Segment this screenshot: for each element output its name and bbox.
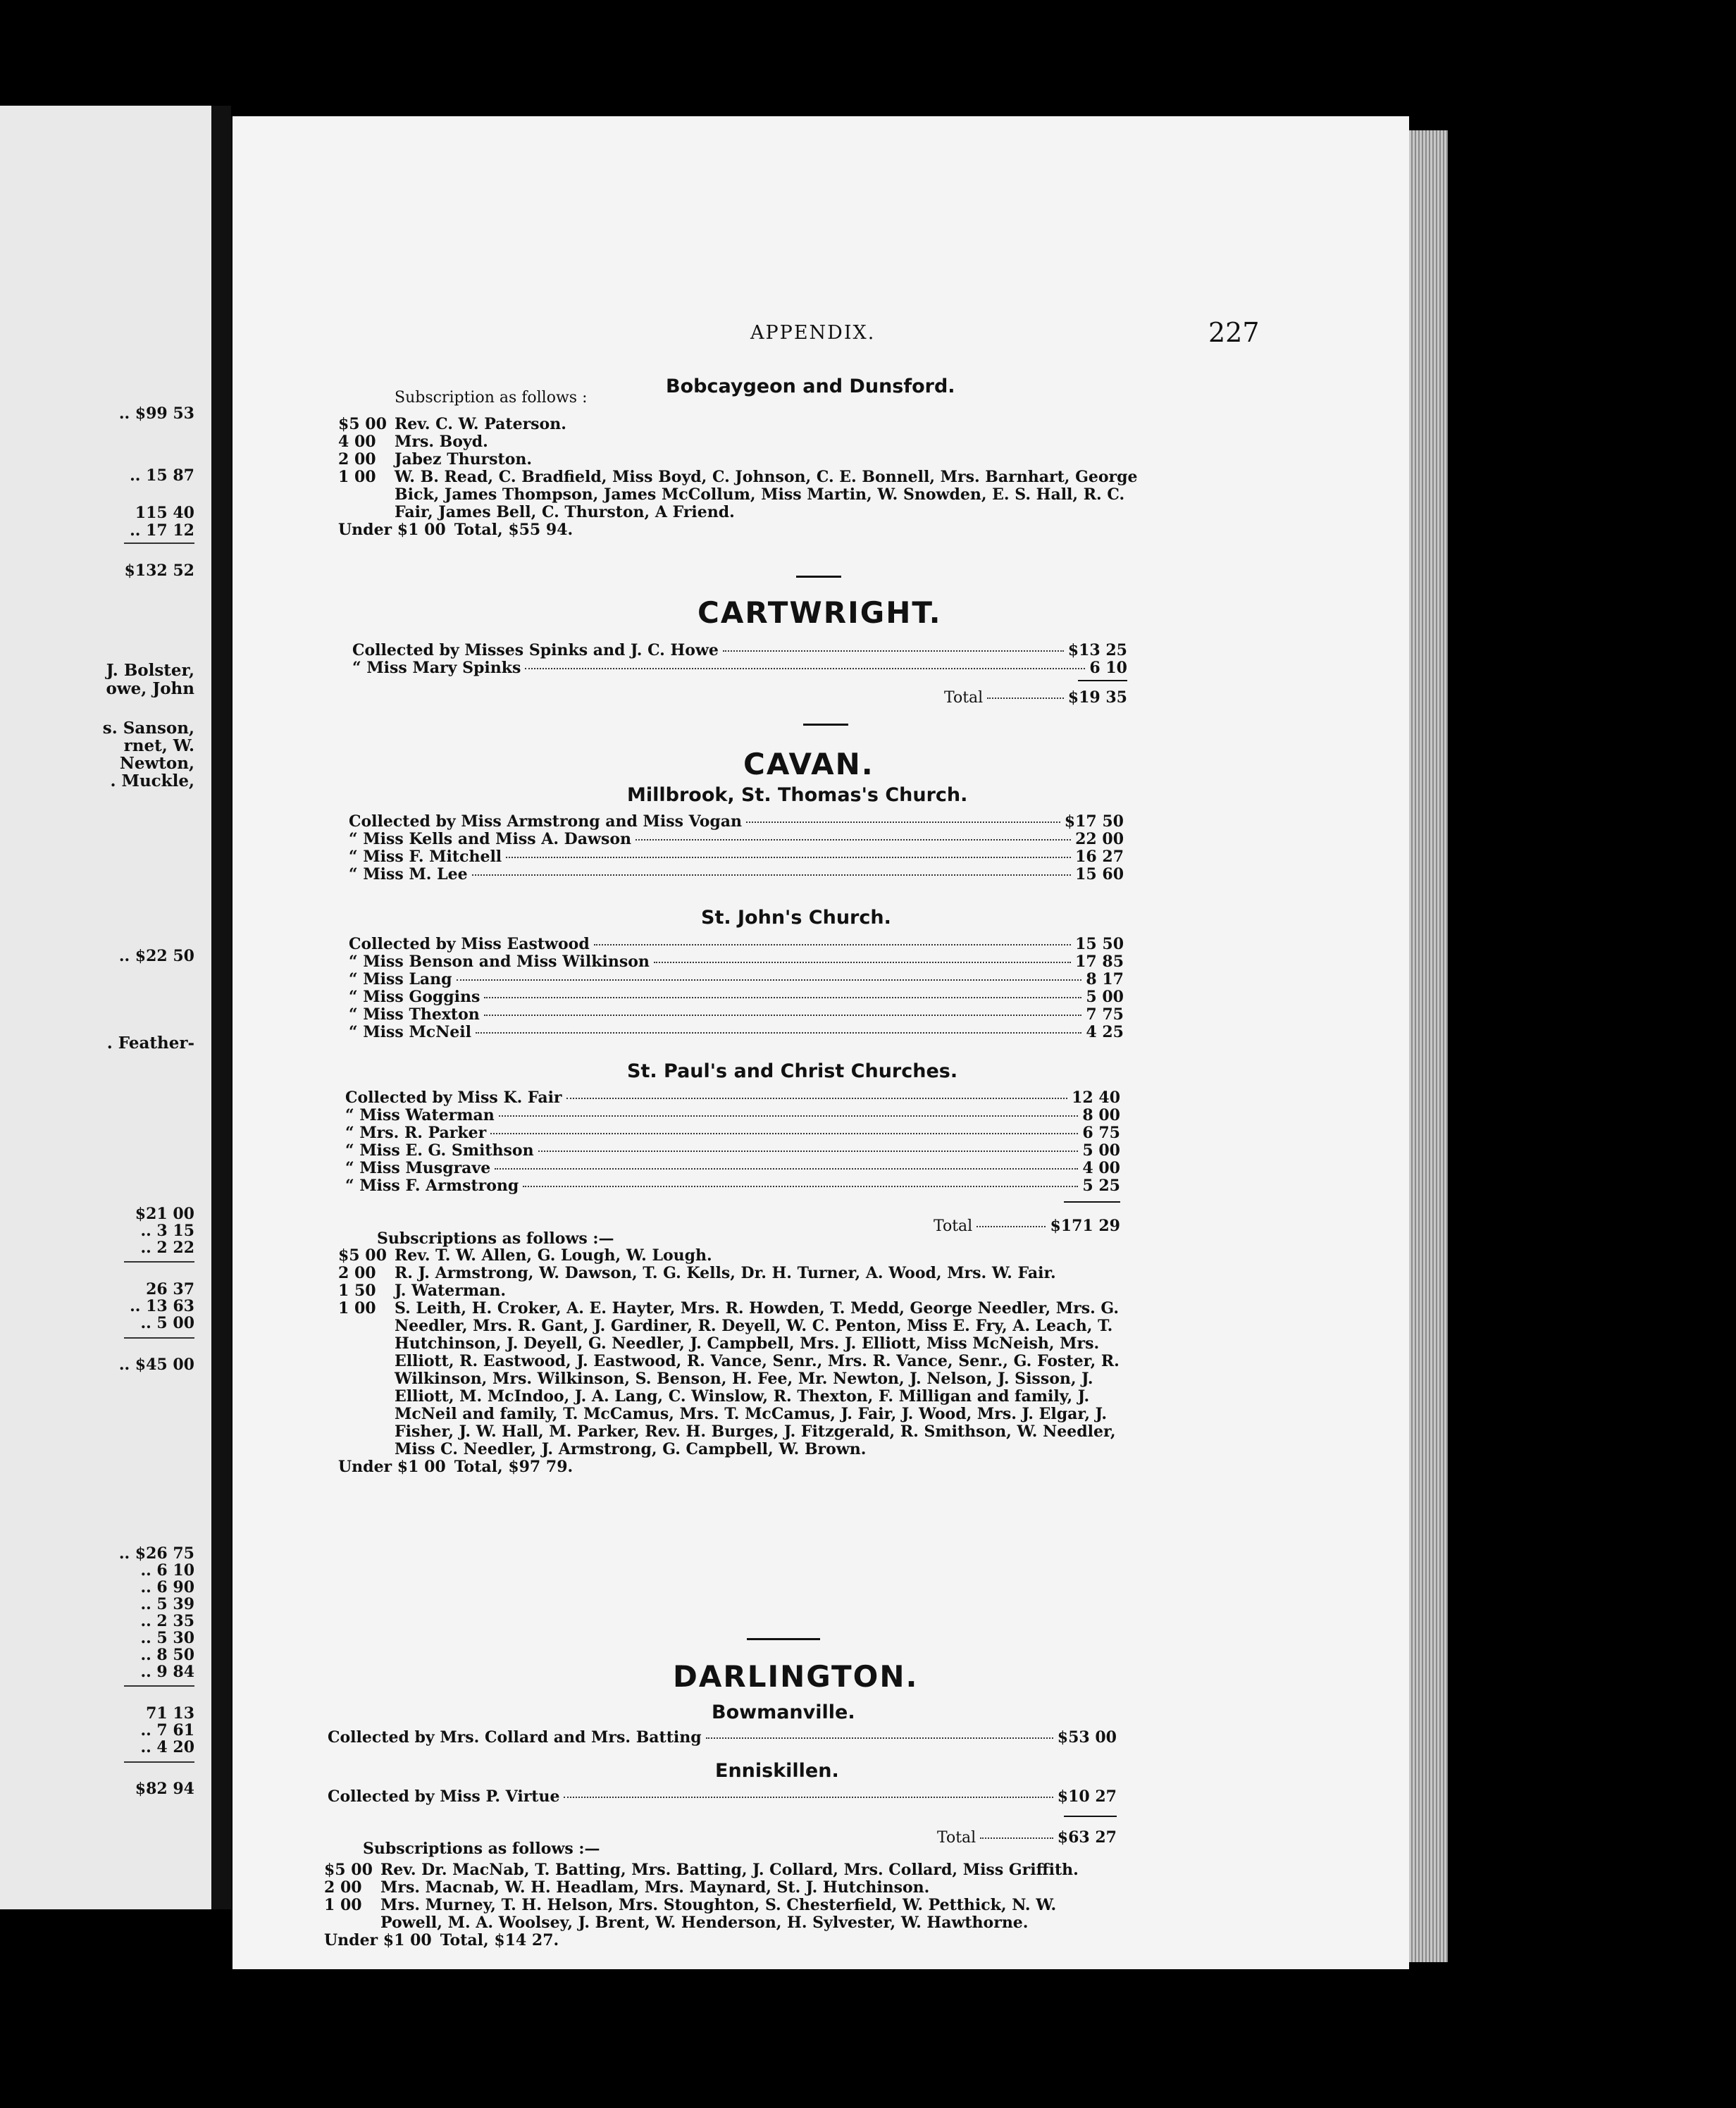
left-amount: .. 5 39 bbox=[140, 1595, 194, 1613]
millbrook-row: “ Miss F. Mitchell 16 27 bbox=[349, 848, 1124, 866]
cavan-subscriptions bbox=[338, 1247, 1120, 1476]
millbrook-row: “ Miss M. Lee 15 60 bbox=[349, 865, 1124, 884]
stpauls-row: “ Mrs. R. Parker 6 75 bbox=[345, 1124, 1120, 1142]
left-amount: .. 6 90 bbox=[140, 1578, 194, 1596]
stpauls-row: “ Miss F. Armstrong 5 25 bbox=[345, 1177, 1120, 1195]
subscription-line: 1 00 Mrs. Murney, T. H. Helson, Mrs. Stoughton, S. Chesterfield, W. Petthick, N. W. Powell, M. A. Woolsey, J. Brent, W. Henderson, H. Sylvester, W. Hawthorne. bbox=[324, 1896, 1057, 1932]
cartwright-total: Total $19 35 bbox=[944, 688, 1127, 707]
darlington-subscriptions bbox=[324, 1861, 1120, 1949]
stjohns-row: Collected by Miss Eastwood 15 50 bbox=[349, 935, 1124, 953]
cavan-sub-intro: Subscriptions as follows :— bbox=[377, 1229, 614, 1248]
bowmanville-row: Collected by Mrs. Collard and Mrs. Batting $53 00 bbox=[328, 1728, 1117, 1747]
darlington-title: DARLINGTON. bbox=[673, 1659, 919, 1694]
millbrook-row: Collected by Miss Armstrong and Miss Vogan $17 50 bbox=[349, 812, 1124, 831]
left-amount: .. 5 00 bbox=[140, 1314, 194, 1332]
subscription-line: $5 00 Rev. T. W. Allen, G. Lough, W. Lough. bbox=[338, 1246, 712, 1265]
stjohns-row: “ Miss Benson and Miss Wilkinson 17 85 bbox=[349, 953, 1124, 971]
divider bbox=[747, 1638, 820, 1640]
left-text: Newton, bbox=[119, 754, 194, 773]
subscription-line: 2 00 Jabez Thurston. bbox=[338, 450, 533, 469]
left-text: . Feather- bbox=[106, 1034, 194, 1053]
left-amount: .. $45 00 bbox=[118, 1356, 194, 1374]
millbrook-row: “ Miss Kells and Miss A. Dawson 22 00 bbox=[349, 830, 1124, 848]
left-amount: .. $99 53 bbox=[118, 404, 194, 423]
left-amount: .. 4 20 bbox=[140, 1738, 194, 1756]
left-amount: .. 2 35 bbox=[140, 1612, 194, 1630]
left-text: . Muckle, bbox=[110, 771, 194, 790]
left-amount: .. $26 75 bbox=[118, 1544, 194, 1563]
subscription-line: $5 00 Rev. C. W. Paterson. bbox=[338, 415, 566, 433]
left-amount: .. 3 15 bbox=[140, 1222, 194, 1240]
cavan-title: CAVAN. bbox=[743, 747, 874, 781]
stpauls-title: St. Paul's and Christ Churches. bbox=[627, 1060, 958, 1082]
left-amount: .. $22 50 bbox=[118, 947, 194, 965]
bowmanville-title: Bowmanville. bbox=[712, 1701, 855, 1723]
left-amount: .. 8 50 bbox=[140, 1646, 194, 1664]
divider bbox=[803, 724, 848, 726]
left-amount: .. 2 22 bbox=[140, 1239, 194, 1257]
left-amount: .. 9 84 bbox=[140, 1663, 194, 1681]
book-gutter bbox=[211, 106, 231, 1909]
left-amount: .. 13 63 bbox=[130, 1297, 194, 1315]
subscription-line: 1 00 S. Leith, H. Croker, A. E. Hayter, Mrs. R. Howden, T. Medd, George Needler, Mrs. G. Needler, Mrs. R. Gant, J. Gardiner, R. Deyell, W. C. Penton, Miss E. Fry, A. Leach, T. Hutchinson, J. Deyell, G. Needler, J. Campbell, Mrs. J. Elliott, Miss McNeish, Mrs. Elliott, R. Eastwood, J. Eastwood, R. Vance, Senr., Mrs. R. Vance, Senr., G. Foster, R. Wilkinson, Mrs. Wilkinson, S. Benson, H. Fee, Mr. Newton, J. Nelson, J. Sisson, J. Elliott, M. McIndoo, J. A. Lang, C. Winslow, R. Thexton, F. Milligan and family, J. McNeil and family, T. McCamus, Mrs. T. McCamus, J. Fair, J. Wood, Mrs. J. Elgar, J. Fisher, J. W. Hall, M. Parker, Rev. H. Burges, J. Fitzgerald, R. Smithson, W. Needler, Miss C. Needler, J. Armstrong, G. Campbell, W. Brown. bbox=[338, 1299, 1120, 1458]
left-amount: .. 5 30 bbox=[140, 1629, 194, 1647]
millbrook-title: Millbrook, St. Thomas's Church. bbox=[627, 784, 968, 806]
left-amount: 71 13 bbox=[146, 1704, 194, 1723]
page-number: 227 bbox=[1208, 317, 1260, 348]
subscription-line: Under $1 00 Total, $14 27. bbox=[324, 1931, 559, 1949]
subscription-line: 2 00 R. J. Armstrong, W. Dawson, T. G. Kells, Dr. H. Turner, A. Wood, Mrs. W. Fair. bbox=[338, 1264, 1056, 1282]
stjohns-row: “ Miss Goggins 5 00 bbox=[349, 988, 1124, 1006]
left-rule bbox=[124, 1337, 194, 1339]
enniskillen-row: Collected by Miss P. Virtue $10 27 bbox=[328, 1787, 1117, 1806]
running-header: APPENDIX. bbox=[750, 322, 876, 344]
subscription-line: Under $1 00 Total, $55 94. bbox=[338, 521, 574, 539]
subscription-line: 4 00 Mrs. Boyd. bbox=[338, 433, 488, 451]
left-text: rnet, W. bbox=[123, 736, 194, 755]
bobcaygeon-intro: Subscription as follows : bbox=[395, 389, 588, 407]
left-text: owe, John bbox=[106, 679, 194, 698]
stjohns-row: “ Miss McNeil 4 25 bbox=[349, 1023, 1124, 1041]
left-amount: 115 40 bbox=[135, 504, 194, 522]
subscription-line: 1 50 J. Waterman. bbox=[338, 1282, 507, 1300]
cartwright-row: “ Miss Mary Spinks 6 10 bbox=[352, 659, 1127, 677]
stjohns-row: “ Miss Thexton 7 75 bbox=[349, 1005, 1124, 1024]
right-page bbox=[232, 116, 1409, 1969]
total-rule bbox=[1078, 680, 1127, 681]
left-amount: .. 15 87 bbox=[130, 466, 194, 485]
left-amount: $82 94 bbox=[135, 1780, 194, 1798]
total-rule bbox=[1064, 1816, 1117, 1817]
left-rule bbox=[124, 1685, 194, 1687]
left-text: J. Bolster, bbox=[106, 661, 194, 680]
divider bbox=[796, 576, 841, 578]
left-amount: .. 7 61 bbox=[140, 1721, 194, 1740]
enniskillen-title: Enniskillen. bbox=[715, 1760, 839, 1782]
bobcaygeon-subscriptions bbox=[338, 416, 1141, 539]
left-rule bbox=[124, 1261, 194, 1263]
left-text: s. Sanson, bbox=[102, 719, 194, 738]
left-amount: 26 37 bbox=[146, 1280, 194, 1298]
stpauls-row: Collected by Miss K. Fair 12 40 bbox=[345, 1089, 1120, 1107]
cartwright-row: Collected by Misses Spinks and J. C. Howe $13 25 bbox=[352, 641, 1127, 659]
left-amount: .. 6 10 bbox=[140, 1561, 194, 1580]
left-rule bbox=[124, 1761, 194, 1763]
stjohns-row: “ Miss Lang 8 17 bbox=[349, 970, 1124, 988]
bobcaygeon-title: Bobcaygeon and Dunsford. bbox=[666, 376, 955, 397]
left-amount: .. 17 12 bbox=[130, 521, 194, 540]
left-rule bbox=[124, 542, 194, 544]
subscription-line: Under $1 00 Total, $97 79. bbox=[338, 1458, 574, 1476]
total-rule bbox=[1064, 1201, 1120, 1203]
left-page-fragment bbox=[0, 106, 211, 1909]
stpauls-row: “ Miss Musgrave 4 00 bbox=[345, 1159, 1120, 1177]
darlington-total: Total $63 27 bbox=[937, 1828, 1117, 1847]
subscription-line: 1 00 W. B. Read, C. Bradfield, Miss Boyd, C. Johnson, C. E. Bonnell, Mrs. Barnhart, George Bick, James Thompson, James McCollum, Miss Martin, W. Snowden, E. S. Hall, R. C. Fair, James Bell, C. Thurston, A Friend. bbox=[338, 468, 1138, 521]
stjohns-title: St. John's Church. bbox=[701, 907, 891, 929]
left-amount: $21 00 bbox=[135, 1205, 194, 1223]
cartwright-title: CARTWRIGHT. bbox=[698, 595, 942, 630]
stpauls-row: “ Miss E. G. Smithson 5 00 bbox=[345, 1141, 1120, 1160]
stpauls-row: “ Miss Waterman 8 00 bbox=[345, 1106, 1120, 1124]
page-edges bbox=[1409, 130, 1448, 1962]
darlington-sub-intro: Subscriptions as follows :— bbox=[363, 1840, 600, 1858]
subscription-line: $5 00 Rev. Dr. MacNab, T. Batting, Mrs. Batting, J. Collard, Mrs. Collard, Miss Griffith. bbox=[324, 1861, 1079, 1879]
cavan-total: Total $171 29 bbox=[934, 1217, 1120, 1235]
subscription-line: 2 00 Mrs. Macnab, W. H. Headlam, Mrs. Maynard, St. J. Hutchinson. bbox=[324, 1878, 930, 1897]
left-amount: $132 52 bbox=[124, 562, 194, 580]
